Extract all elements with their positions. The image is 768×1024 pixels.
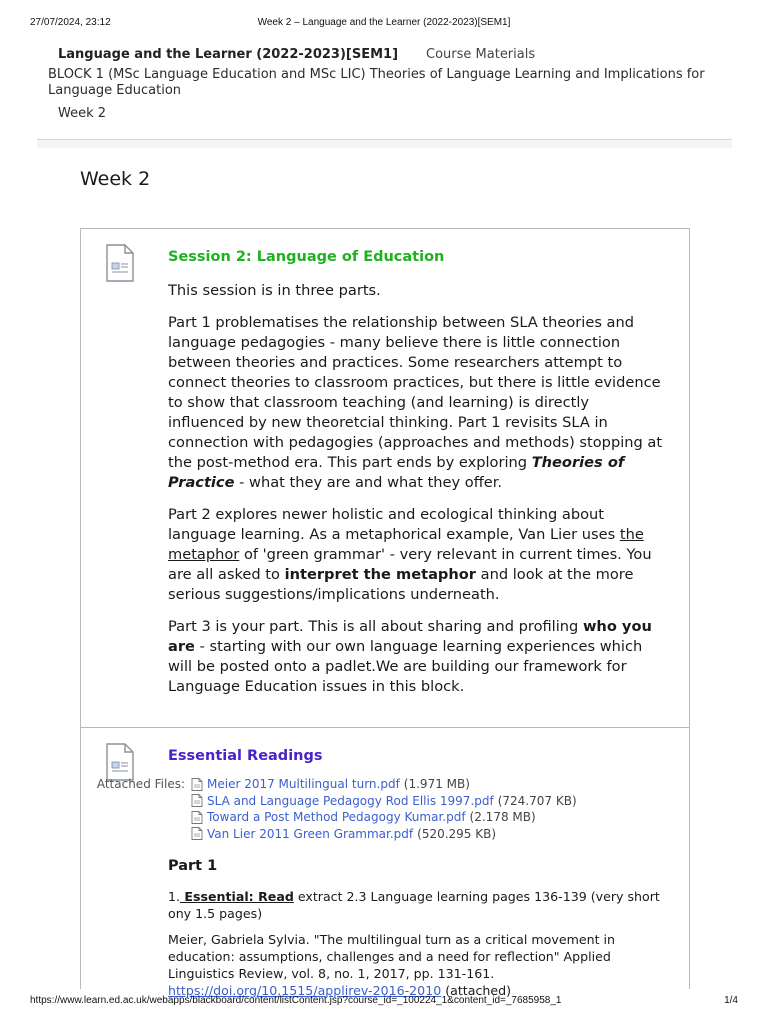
- breadcrumb-course-link[interactable]: Language and the Learner (2022-2023)[SEM1]: [58, 47, 399, 62]
- part2-text: Part 2 explores newer holistic and ecological thinking about language learning. As a metaphorical example, Van Lier uses: [168, 506, 620, 543]
- part2-paragraph: [168, 505, 668, 605]
- part1-text: Part 1 problematises the relationship between SLA theories and language pedagogies - many believe there is little connection between theories and practices. Some researchers attempt to connect theories to classroom practices, but there is little evidence to show that classroom teaching (and learning) is directly influenced by new theoretcial thinking. Part 1 revisits SLA in connection with pedagogies (approaches and methods) stopping at the post-method era. This part ends by exploring: [168, 314, 663, 471]
- reading-item-1: [168, 888, 668, 922]
- content-list: [80, 228, 690, 998]
- attached-file-size: (520.295 KB): [417, 826, 497, 841]
- breadcrumb-divider: [37, 139, 732, 148]
- metaphor-link[interactable]: the metaphor: [168, 526, 644, 563]
- attached-file-item[interactable]: [191, 826, 577, 843]
- part2-text-mid: of 'green grammar' - very relevant in current times. You are all asked to: [168, 546, 652, 583]
- page-title: Week 2: [80, 168, 151, 190]
- attached-file-link[interactable]: Toward a Post Method Pedagogy Kumar.pdf: [207, 810, 466, 824]
- attached-file-item[interactable]: [191, 809, 577, 826]
- attached-files-list: [191, 776, 577, 842]
- readings-title-link[interactable]: Essential Readings: [168, 748, 323, 764]
- session-intro: This session is in three parts.: [168, 282, 381, 299]
- attached-file-size: (2.178 MB): [469, 810, 536, 824]
- breadcrumb-block-link[interactable]: BLOCK 1 (MSc Language Education and MSc LIC) Theories of Language Learning and Implications for Language Education: [48, 67, 705, 98]
- attached-file-link[interactable]: SLA and Language Pedagogy Rod Ellis 1997.pdf: [207, 793, 494, 808]
- print-page-title: Week 2 – Language and the Learner (2022-2023)[SEM1]: [257, 17, 511, 28]
- print-page-number: 1/4: [724, 995, 738, 1006]
- print-header: [0, 17, 768, 31]
- print-date: 27/07/2024, 23:12: [30, 17, 111, 28]
- part1-paragraph: [168, 313, 668, 493]
- reading-item-number: 1.: [168, 889, 181, 904]
- part3-text: Part 3 is your part. This is all about sharing and profiling: [168, 618, 583, 635]
- essential-read-label: Essential: Read: [180, 889, 294, 904]
- attached-files-label: Attached Files:: [96, 777, 185, 791]
- theories-of-practice-emphasis: Theories of Practice: [168, 454, 625, 491]
- part2-text-end: and look at the more serious suggestions/implications underneath.: [168, 566, 634, 603]
- print-footer: [0, 995, 768, 1009]
- attached-file-item[interactable]: [191, 793, 577, 810]
- print-url: https://www.learn.ed.ac.uk/webapps/blackboard/content/listContent.jsp?course_id=_100224_1&content_id=_7685958_1: [30, 995, 562, 1006]
- readings-body: [96, 746, 668, 1008]
- citation-attached-note: (attached): [441, 983, 512, 998]
- breadcrumb-week: Week 2: [58, 106, 107, 121]
- file-icon: [191, 794, 203, 807]
- part3-text-end: - starting with our own language learning experiences which will be posted onto a padlet.We are building our framework for Language Education issues in this block.: [168, 638, 643, 695]
- attached-file-item[interactable]: [191, 776, 577, 793]
- part1-heading: Part 1: [168, 858, 218, 874]
- file-icon: [191, 827, 203, 840]
- doi-link[interactable]: https://doi.org/10.1515/applirev-2016-2010: [168, 983, 442, 998]
- who-you-are-emphasis: who you are: [168, 618, 652, 655]
- file-icon: [191, 778, 203, 791]
- citation-text: Meier, Gabriela Sylvia. "The multilingual turn as a critical movement in education: assumptions, challenges and a need for reflection" Applied Linguistics Review, vol. 8, no. 1, 2017, pp. 131-161.: [168, 932, 615, 981]
- breadcrumb-course-materials-link[interactable]: Course Materials: [426, 47, 536, 62]
- file-icon: [191, 811, 203, 824]
- breadcrumb: [48, 46, 738, 123]
- attached-file-size: (724.707 KB): [497, 793, 577, 808]
- attached-file-size: (1.971 MB): [403, 777, 470, 791]
- session-body: [168, 247, 668, 709]
- interpret-metaphor-emphasis: interpret the metaphor: [284, 566, 476, 583]
- session-title-link[interactable]: Session 2: Language of Education: [168, 249, 445, 265]
- attached-file-link[interactable]: Meier 2017 Multilingual turn.pdf: [207, 777, 400, 791]
- content-item-readings: [81, 728, 689, 998]
- attached-files: [87, 776, 607, 842]
- part1-text-end: - what they are and what they offer.: [234, 474, 503, 491]
- reading-item-text: extract 2.3 Language learning pages 136-139 (very short ony 1.5 pages): [168, 889, 660, 921]
- citation-meier: [168, 931, 668, 999]
- attached-file-link[interactable]: Van Lier 2011 Green Grammar.pdf: [207, 826, 414, 841]
- content-item-session: [81, 229, 689, 728]
- part3-paragraph: [168, 617, 668, 697]
- document-icon: [105, 244, 135, 282]
